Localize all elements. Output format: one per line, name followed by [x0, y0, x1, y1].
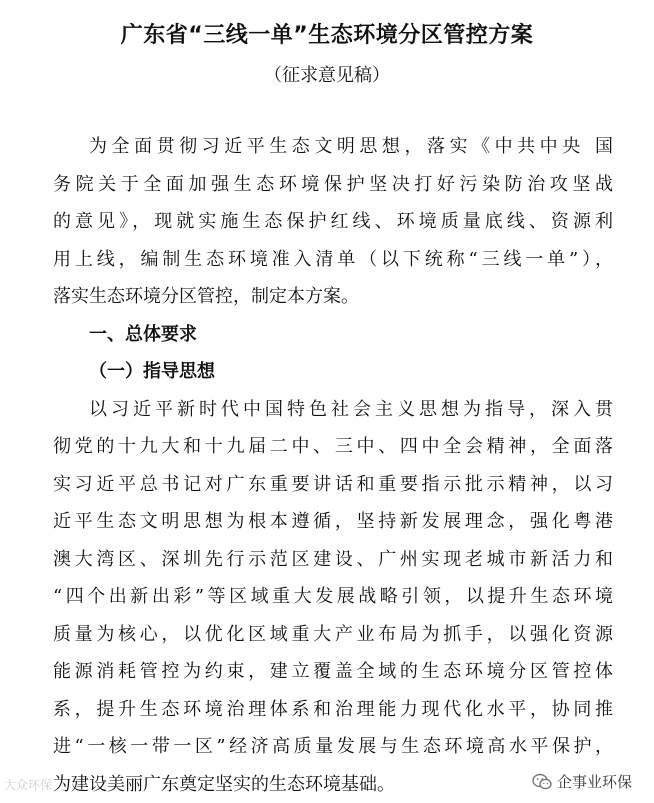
- intro-paragraph: [53, 128, 613, 316]
- paragraph-line: 为全面贯彻习近平生态文明思想，落实《中共中央 国: [53, 128, 613, 166]
- paragraph-line: 务院关于全面加强生态环境保护坚决打好污染防治攻坚战: [53, 166, 613, 204]
- paragraph-line: 能源消耗管控为约束，建立覆盖全域的生态环境分区管控体: [53, 653, 613, 691]
- document-title: 广东省“三线一单”生态环境分区管控方案: [0, 18, 654, 49]
- account-watermark: [532, 771, 632, 792]
- paragraph-line: 用上线，编制生态环境准入清单（以下统称“三线一单”），: [53, 241, 613, 279]
- paragraph-line: 的意见》，现就实施生态保护红线、环境质量底线、资源利: [53, 203, 613, 241]
- paragraph-line: “四个出新出彩”等区域重大发展战略引领，以提升生态环境: [53, 578, 613, 616]
- paragraph-line: 以习近平新时代中国特色社会主义思想为指导，深入贯: [53, 391, 613, 429]
- paragraph-line: 进“一核一带一区”经济高质量发展与生态环境高水平保护，: [53, 728, 613, 766]
- paragraph-line: 系，提升生态环境治理体系和治理能力现代化水平，协同推: [53, 691, 613, 729]
- wechat-icon: [532, 773, 552, 791]
- document-body: [53, 128, 613, 803]
- paragraph-line: 落实生态环境分区管控，制定本方案。: [53, 278, 613, 316]
- subsection-heading: （一）指导思想: [53, 353, 613, 391]
- account-name: 企事业环保: [557, 771, 632, 792]
- watermark-left: 大众环保: [4, 776, 52, 793]
- paragraph-line: 澳大湾区、深圳先行示范区建设、广州实现老城市新活力和: [53, 541, 613, 579]
- paragraph-line: 为建设美丽广东奠定坚实的生态环境基础。: [53, 766, 613, 803]
- guiding-thought-paragraph: [53, 391, 613, 803]
- paragraph-line: 彻党的十九大和十九届二中、三中、四中全会精神，全面落: [53, 428, 613, 466]
- paragraph-line: 质量为核心，以优化区域重大产业布局为抓手，以强化资源: [53, 616, 613, 654]
- paragraph-line: 近平生态文明思想为根本遵循，坚持新发展理念，强化粤港: [53, 503, 613, 541]
- paragraph-line: 实习近平总书记对广东重要讲话和重要指示批示精神，以习: [53, 466, 613, 504]
- section-heading: 一、总体要求: [53, 316, 613, 354]
- document-subtitle: （征求意见稿）: [0, 61, 654, 87]
